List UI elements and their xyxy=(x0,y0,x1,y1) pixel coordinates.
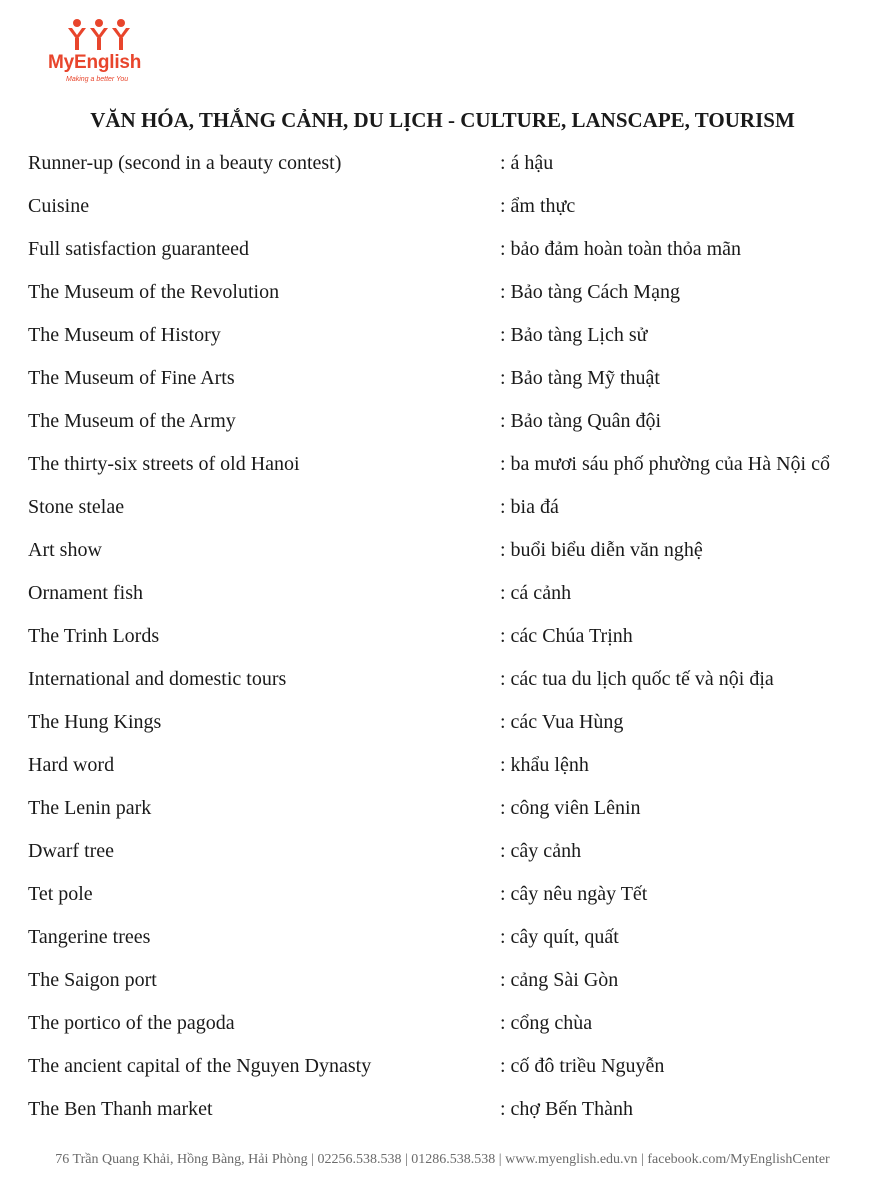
english-term: Cuisine xyxy=(28,195,90,217)
vietnamese-translation: : các Chúa Trịnh xyxy=(500,625,633,647)
vietnamese-translation: : ba mươi sáu phố phường của Hà Nội cổ xyxy=(500,453,830,475)
vietnamese-translation: : Bảo tàng Cách Mạng xyxy=(500,281,680,303)
vietnamese-translation: : Bảo tàng Quân đội xyxy=(500,410,662,432)
english-term: The Hung Kings xyxy=(28,711,162,733)
english-term: The Saigon port xyxy=(28,969,157,991)
vietnamese-translation: : cây cảnh xyxy=(500,840,582,862)
list-item xyxy=(0,707,885,750)
list-item xyxy=(0,535,885,578)
vietnamese-translation: : Bảo tàng Lịch sử xyxy=(500,324,648,346)
vietnamese-translation: : ẩm thực xyxy=(500,195,576,217)
list-item xyxy=(0,1051,885,1094)
vietnamese-translation: : khẩu lệnh xyxy=(500,754,589,776)
list-item xyxy=(0,492,885,535)
list-item xyxy=(0,965,885,1008)
list-item xyxy=(0,406,885,449)
people-logo-icon xyxy=(66,18,132,52)
vietnamese-translation: : Bảo tàng Mỹ thuật xyxy=(500,367,660,389)
list-item xyxy=(0,879,885,922)
english-term: Ornament fish xyxy=(28,582,143,604)
english-term: Runner-up (second in a beauty contest) xyxy=(28,152,342,174)
vietnamese-translation: : chợ Bến Thành xyxy=(500,1098,633,1120)
english-term: The ancient capital of the Nguyen Dynasty xyxy=(28,1055,372,1077)
vietnamese-translation: : buổi biểu diễn văn nghệ xyxy=(500,539,703,561)
english-term: Stone stelae xyxy=(28,496,125,518)
vietnamese-translation: : á hậu xyxy=(500,152,554,174)
list-item xyxy=(0,664,885,707)
vietnamese-translation: : cá cảnh xyxy=(500,582,572,604)
english-term: Hard word xyxy=(28,754,115,776)
english-term: The Museum of the Army xyxy=(28,410,236,432)
vietnamese-translation: : công viên Lênin xyxy=(500,797,641,819)
english-term: Full satisfaction guaranteed xyxy=(28,238,250,260)
myenglish-logo xyxy=(44,18,154,88)
english-term: The thirty-six streets of old Hanoi xyxy=(28,453,300,475)
logo-name: MyEnglish xyxy=(48,52,142,73)
list-item xyxy=(0,148,885,191)
vietnamese-translation: : bảo đảm hoàn toàn thỏa mãn xyxy=(500,238,742,260)
vocabulary-list xyxy=(0,148,885,1137)
footer-contact: 76 Trần Quang Khải, Hồng Bàng, Hải Phòng | 02256.538.538 | 01286.538.538 | www.myenglish.edu.vn | facebook.com/MyEnglishCenter xyxy=(55,1152,830,1167)
list-item xyxy=(0,234,885,277)
english-term: The portico of the pagoda xyxy=(28,1012,235,1034)
english-term: The Ben Thanh market xyxy=(28,1098,213,1120)
list-item xyxy=(0,191,885,234)
english-term: The Lenin park xyxy=(28,797,152,819)
vietnamese-translation: : cây quít, quất xyxy=(500,926,619,948)
vietnamese-translation: : cổng chùa xyxy=(500,1012,593,1034)
list-item xyxy=(0,449,885,492)
list-item xyxy=(0,922,885,965)
english-term: Dwarf tree xyxy=(28,840,115,862)
english-term: The Museum of History xyxy=(28,324,221,346)
list-item xyxy=(0,1094,885,1137)
english-term: The Trinh Lords xyxy=(28,625,160,647)
list-item xyxy=(0,277,885,320)
list-item xyxy=(0,621,885,664)
english-term: The Museum of the Revolution xyxy=(28,281,280,303)
list-item xyxy=(0,1008,885,1051)
list-item xyxy=(0,793,885,836)
vietnamese-translation: : cây nêu ngày Tết xyxy=(500,883,648,905)
vietnamese-translation: : cố đô triều Nguyễn xyxy=(500,1055,665,1077)
list-item xyxy=(0,320,885,363)
vietnamese-translation: : các Vua Hùng xyxy=(500,711,624,733)
list-item xyxy=(0,363,885,406)
english-term: International and domestic tours xyxy=(28,668,287,690)
list-item xyxy=(0,836,885,879)
list-item xyxy=(0,578,885,621)
english-term: Art show xyxy=(28,539,102,561)
list-item xyxy=(0,750,885,793)
vietnamese-translation: : cảng Sài Gòn xyxy=(500,969,619,991)
english-term: Tangerine trees xyxy=(28,926,151,948)
english-term: Tet pole xyxy=(28,883,93,905)
english-term: The Museum of Fine Arts xyxy=(28,367,235,389)
logo-tagline: Making a better You xyxy=(66,76,129,83)
vietnamese-translation: : các tua du lịch quốc tế và nội địa xyxy=(500,668,774,690)
page-title: VĂN HÓA, THẮNG CẢNH, DU LỊCH - CULTURE, LANSCAPE, TOURISM xyxy=(90,108,795,132)
vietnamese-translation: : bia đá xyxy=(500,496,559,518)
